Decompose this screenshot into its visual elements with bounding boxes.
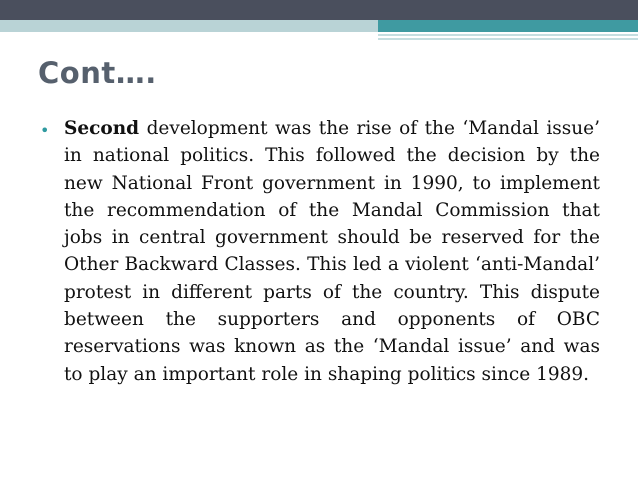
header-teal-accent <box>378 20 638 32</box>
bullet-marker: • <box>40 121 50 140</box>
header-dark-bar <box>0 0 638 20</box>
bullet-paragraph <box>64 115 600 388</box>
paragraph-text: development was the rise of the ‘Mandal issue’ in national politics. This followed the decision by the new National Front government in 1990, to implement the recommendation of the Mandal Commission that jobs in central government should be reserved for the Other Backward Classes. This led a violent ‘anti-Mandal’ protest in different parts of the country. This dispute between the supporters and opponents of OBC reservations was known as the ‘Mandal issue’ and was to play an important role in shaping politics since 1989. <box>64 118 600 385</box>
bold-lead-word: Second <box>64 118 140 139</box>
header-striped-accent <box>378 34 638 42</box>
slide-title: Cont…. <box>38 56 157 90</box>
